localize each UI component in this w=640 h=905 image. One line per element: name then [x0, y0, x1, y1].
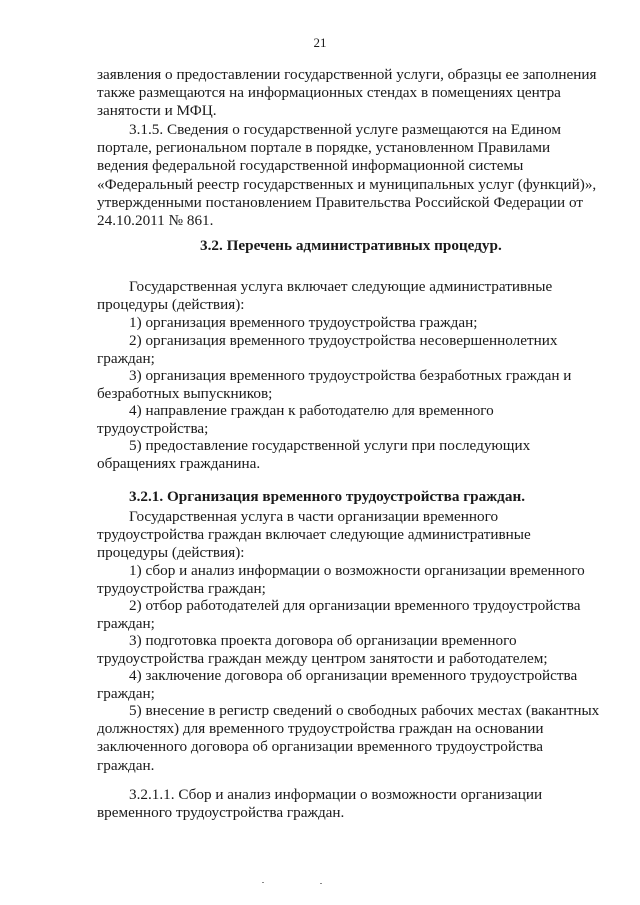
section-3-2-1-title: 3.2.1. Организация временного трудоустройства граждан. [129, 488, 526, 505]
section-3-2-1-item-3: 3) подготовка проекта договора об организации временного трудоустройства граждан между центром занятости и работодателем; [97, 632, 548, 668]
section-3-2-item-3: 3) организация временного трудоустройства безработных граждан и безработных выпускников; [97, 367, 572, 403]
section-3-2-1-item-1: 1) сбор и анализ информации о возможности организации временного трудоустройства граждан; [97, 562, 585, 598]
section-3-2-intro: Государственная услуга включает следующие административные процедуры (действия): [97, 278, 553, 314]
section-3-2-title: 3.2. Перечень административных процедур. [200, 237, 502, 254]
section-3-2-1-intro: Государственная услуга в части организации временного трудоустройства граждан включает следующие административные процедуры (действия): [97, 508, 531, 562]
section-3-2-1-item-5: 5) внесение в регистр сведений о свободных рабочих местах (вакантных должностях) для временного трудоустройства граждан на основании заключенного договора об организации временного трудоустройства граждан. [97, 702, 600, 774]
clause-3-2-1-1: 3.2.1.1. Сбор и анализ информации о возможности организации временного трудоустройства граждан. [97, 786, 543, 822]
section-3-2-item-2: 2) организация временного трудоустройства несовершеннолетних граждан; [97, 332, 558, 368]
scan-speck [320, 883, 322, 884]
section-3-2-item-5: 5) предоставление государственной услуги при последующих обращениях гражданина. [97, 437, 531, 473]
section-3-2-1-item-4: 4) заключение договора об организации временного трудоустройства граждан; [97, 667, 578, 703]
section-3-2-item-1: 1) организация временного трудоустройства граждан; [129, 314, 478, 331]
scan-speck [262, 882, 264, 883]
clause-3-1-5: 3.1.5. Сведения о государственной услуге размещаются на Едином портале, региональном портале в порядке, установленном Правилами ведения федеральной государственной информационной системы «Федеральный реестр государственных и муниципальных услуг (функций)», утвержденными постановлением Правительства Российской Федерации от 24.10.2011 № 861. [97, 121, 597, 230]
intro-continuation: заявления о предоставлении государственной услуги, образцы ее заполнения также размещаются на информационных стендах в помещениях центра занятости и МФЦ. [97, 66, 597, 120]
section-3-2-1-item-2: 2) отбор работодателей для организации временного трудоустройства граждан; [97, 597, 581, 633]
page-number: 21 [313, 35, 327, 50]
section-3-2-item-4: 4) направление граждан к работодателю для временного трудоустройства; [97, 402, 494, 438]
